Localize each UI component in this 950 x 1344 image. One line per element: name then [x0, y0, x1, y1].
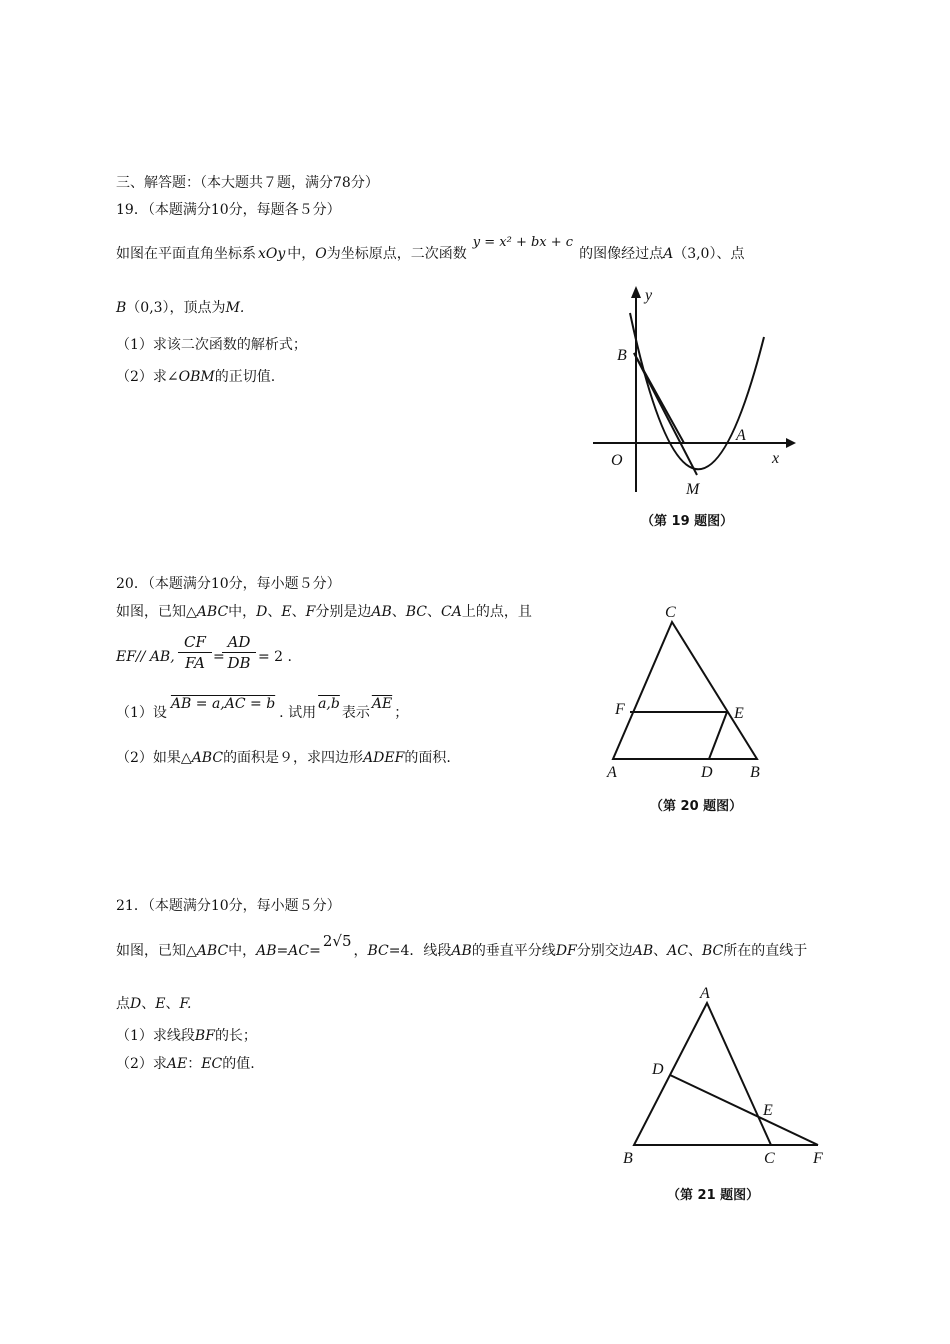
- q20-text: 上的点，且: [461, 604, 532, 620]
- q21-text: 所在的直线于: [723, 943, 808, 959]
- q21-triangle: ABC: [196, 943, 229, 959]
- q19-label-y: y: [645, 287, 653, 304]
- q20-text: 、: [267, 604, 282, 620]
- q21-text: 分别交边: [576, 943, 633, 959]
- q21-point-f: F.: [179, 996, 192, 1012]
- q19-text: 的正切值.: [214, 369, 276, 385]
- q19-label-b: B: [617, 347, 627, 364]
- q19-text: 如图在平面直角坐标系: [116, 246, 256, 262]
- q19-text: 中，: [287, 246, 316, 262]
- q21-text: 如图，已知△: [116, 943, 197, 959]
- q20-side-bc: BC: [405, 604, 428, 620]
- q19-point-b: B: [116, 300, 127, 316]
- q21-text: （1）求线段: [116, 1028, 195, 1044]
- q19-label-m: M: [686, 481, 700, 498]
- q21-label-c: C: [764, 1150, 775, 1167]
- q20-vector-ae: $\overline{AE}$: [371, 696, 393, 712]
- q20-text: 的面积.: [404, 750, 451, 766]
- q20-label-a: A: [607, 764, 617, 781]
- q20-text: 分别是边: [315, 604, 372, 620]
- q20-point-f: F: [305, 604, 316, 620]
- q21-side-bc: BC: [367, 943, 389, 959]
- q21-label-f: F: [813, 1150, 823, 1167]
- q20-frac2-den: DB: [227, 654, 251, 672]
- q20-triangle: ABC: [196, 604, 229, 620]
- q20-text: 、: [427, 604, 442, 620]
- q21-header: 21．（本题满分10分，每小题５分）: [116, 898, 341, 914]
- q20-label-e: E: [734, 705, 744, 722]
- q20-label-f: F: [615, 701, 625, 718]
- q21-segment-ab: AB: [451, 943, 472, 959]
- q19-angle-obm: OBM: [178, 369, 215, 385]
- q21-text: 、: [688, 943, 702, 959]
- q21-root: 2√5: [322, 932, 352, 950]
- q19-point-a: A: [663, 246, 674, 262]
- q19-point-m: M.: [225, 300, 245, 316]
- q21-side-ab: AB: [632, 943, 654, 959]
- q20-side-ca: CA: [441, 604, 462, 620]
- q19-label-o: O: [611, 452, 623, 469]
- q21-segment-ec: EC: [201, 1056, 223, 1072]
- q20-text: 的面积是９，求四边形: [223, 750, 364, 766]
- q20-side-ab: AB: [371, 604, 392, 620]
- q20-vector-defs: AB = a,AC = b: [170, 696, 276, 712]
- q21-label-d: D: [652, 1061, 664, 1078]
- q21-text: 的垂直平分线: [471, 943, 556, 959]
- q21-line-df: DF: [555, 943, 577, 959]
- q20-parallel: EF// AB,: [116, 649, 175, 665]
- q21-text: 的值.: [222, 1056, 255, 1072]
- q19-caption: （第 19 题图）: [641, 514, 734, 529]
- q20-text: 如图，已知△: [116, 604, 197, 620]
- q20-caption: （第 20 题图）: [650, 799, 743, 814]
- q20-text: 、: [291, 604, 306, 620]
- q21-text: ，: [353, 943, 368, 959]
- q21-text: =4．线段: [388, 943, 452, 959]
- q19-text: 为坐标原点，二次函数: [326, 246, 467, 262]
- q20-frac1-den: FA: [185, 654, 205, 672]
- q20-text: ；: [394, 705, 409, 721]
- q20-header: 20．（本题满分10分，每小题５分）: [116, 576, 341, 592]
- q21-side-bc2: BC: [702, 943, 724, 959]
- q19-label-x: x: [772, 450, 780, 467]
- q20-frac1-num: CF: [184, 633, 206, 651]
- q21-side-ac: AC: [667, 943, 688, 959]
- q20-quadrilateral: ADEF: [363, 750, 405, 766]
- q20-equals-2: = 2 .: [258, 649, 292, 665]
- q21-label-e: E: [763, 1102, 773, 1119]
- q20-triangle: ABC: [191, 750, 224, 766]
- q19-text: （3,0）、点: [673, 246, 745, 262]
- q20-text: （2）如果△: [116, 750, 192, 766]
- q19-coordinate-system: xOy: [258, 246, 286, 262]
- q21-caption: （第 21 题图）: [667, 1188, 760, 1203]
- q20-text: （1）设: [116, 705, 167, 721]
- q21-point-e: E: [155, 996, 166, 1012]
- q19-text: （0,3），顶点为: [126, 300, 226, 316]
- q19-text: （2）求∠: [116, 369, 179, 385]
- q20-equals-1: =: [213, 649, 225, 665]
- q21-segment-bf: BF: [194, 1028, 215, 1044]
- q21-text: 点: [116, 996, 130, 1012]
- q21-label-a: A: [700, 985, 710, 1002]
- q19-label-a: A: [736, 427, 746, 444]
- q20-text: 表示: [341, 705, 370, 721]
- q20-vectors-ab: a,b: [318, 696, 340, 712]
- q21-text: 、: [653, 943, 668, 959]
- q20-label-b: B: [750, 764, 760, 781]
- q21-label-b: B: [623, 1150, 633, 1167]
- q21-point-d: D: [130, 996, 142, 1012]
- section-heading: 三、解答题：（本大题共７题，满分78分）: [116, 175, 379, 191]
- q21-segment-ae: AE: [166, 1056, 188, 1072]
- q20-text: 中，: [228, 604, 257, 620]
- q20-frac2-num: AD: [227, 633, 251, 651]
- q20-label-d: D: [701, 764, 713, 781]
- q21-text: 中，: [228, 943, 257, 959]
- q21-equal-sides: AB=AC=: [256, 943, 321, 959]
- q20-label-c: C: [665, 604, 676, 621]
- q20-point-d: D: [256, 604, 268, 620]
- q19-header: 19．（本题满分10分，每题各５分）: [116, 202, 341, 218]
- q19-origin-label: O: [315, 246, 327, 262]
- q19-text: 的图像经过点: [579, 246, 664, 262]
- q21-text: 、: [141, 996, 156, 1012]
- q21-text: （2）求: [116, 1056, 167, 1072]
- q20-point-e: E: [281, 604, 292, 620]
- q21-text: 的长；: [214, 1028, 257, 1044]
- q21-text: ：: [187, 1056, 202, 1072]
- q21-text: 、: [165, 996, 180, 1012]
- q20-text: 、: [391, 604, 406, 620]
- q19-formula: y = x² + bx + c: [472, 235, 574, 250]
- q20-text: . 试用: [279, 705, 317, 721]
- q19-part1: （1）求该二次函数的解析式；: [116, 337, 307, 353]
